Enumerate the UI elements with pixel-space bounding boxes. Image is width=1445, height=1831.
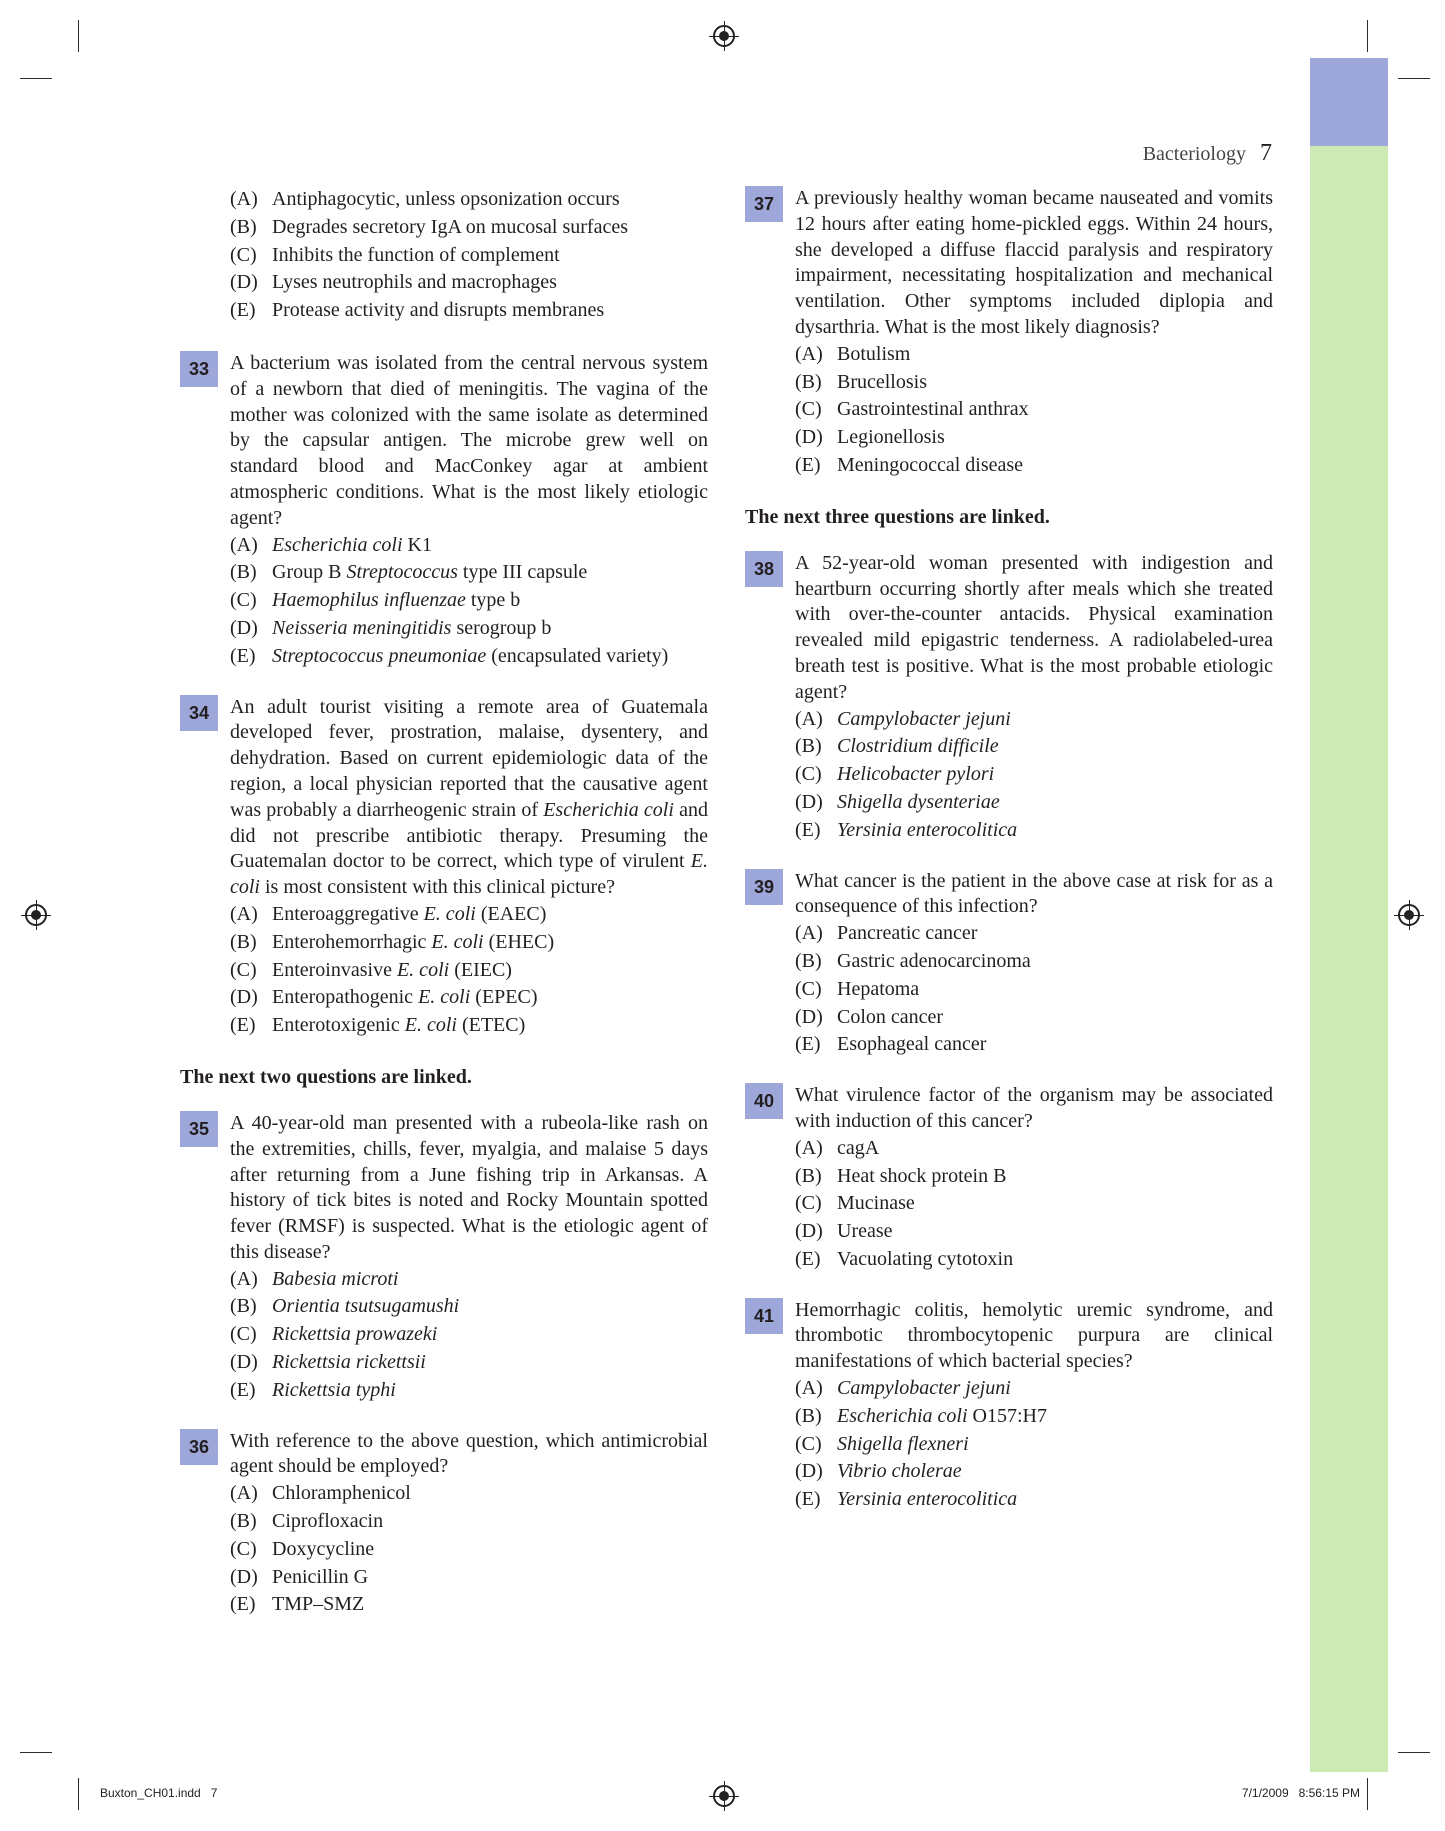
question-39 [745,869,1273,1060]
option-letter: (C) [795,398,822,421]
question-number-badge: 41 [745,1298,783,1334]
italic-text: Escherichia coli [272,533,403,556]
crop-mark [78,20,79,52]
option-text [837,1033,986,1055]
text-run: TMP–SMZ [272,1593,365,1616]
option-item [795,424,1273,452]
option-text [272,1014,525,1036]
text-run: Enteropathogenic [272,986,419,1009]
option-list [795,1135,1273,1274]
option-text [837,1488,1017,1510]
option-letter: (C) [230,958,257,981]
text-run: K1 [402,533,432,556]
option-text [272,271,557,293]
option-text [272,645,668,667]
italic-text: Rickettsia typhi [272,1378,396,1401]
option-letter: (D) [795,790,823,813]
crop-mark [78,1778,79,1810]
italic-text: Escherichia coli [543,798,674,821]
option-letter: (D) [230,1351,258,1374]
option-letter: (E) [230,1014,256,1037]
option-letter: (A) [795,707,823,730]
text-run: type b [465,589,521,612]
option-text [272,1482,411,1504]
option-letter: (A) [230,1482,258,1505]
text-run: Legionellosis [837,426,945,449]
option-letter: (B) [230,1510,257,1533]
thumb-tab-blue [1310,58,1388,146]
text-run: Inhibits the function of complement [272,243,560,266]
option-letter: (E) [230,1378,256,1401]
option-letter: (E) [230,644,256,667]
italic-text: Haemophilus influenzae [272,589,466,612]
option-text [837,1006,943,1028]
option-text [272,188,620,210]
option-letter: (B) [795,949,822,972]
page-number: 7 [1260,140,1272,166]
option-letter: (A) [795,1136,823,1159]
option-letter: (E) [795,1033,821,1056]
option-letter: (D) [795,1460,823,1483]
question-33 [180,351,708,671]
option-list [795,1375,1273,1514]
option-list [230,1266,708,1405]
option-text [837,1220,893,1242]
option-letter: (D) [230,271,258,294]
question-stem [795,1298,1273,1375]
italic-text: E. coli [418,986,471,1009]
running-head-title: Bacteriology [1142,143,1246,165]
option-item [230,615,708,643]
question-number-badge: 35 [180,1111,218,1147]
italic-text: Streptococcus [346,561,458,584]
thumb-tab-green [1310,58,1388,1772]
option-text [272,903,546,925]
italic-text: Yersinia enterocolitica [837,818,1018,841]
option-text [272,617,551,639]
option-list [795,706,1273,845]
option-text [272,299,604,321]
italic-text: E. coli [423,902,476,925]
option-letter: (E) [795,1488,821,1511]
italic-text: Neisseria meningitidis [272,616,452,639]
italic-text: Rickettsia rickettsii [272,1351,426,1374]
option-item [795,920,1273,948]
option-item [795,369,1273,397]
option-item [795,733,1273,761]
option-item [795,1458,1273,1486]
question-number-badge: 39 [745,869,783,905]
text-run: Heat shock protein B [837,1164,1007,1187]
option-letter: (B) [230,215,257,238]
option-list [795,341,1273,480]
question-number-badge: 33 [180,351,218,387]
italic-text: Campylobacter jejuni [837,1377,1011,1400]
italic-text: Orientia tsutsugamushi [272,1295,460,1318]
text-run: An adult tourist visiting a remote area of Guatemala developed fever, prostration, malaise, dysentery, and dehydration. Based on current epidemiologic data of the region, a local physician reported that the causative agent was probably a diarrheogenic strain of [230,695,708,821]
text-run: Hemorrhagic colitis, hemolytic uremic syndrome, and thrombotic thrombocytopenic purpura are clinical manifestations of which bacterial species? [795,1298,1273,1373]
option-item [230,1349,708,1377]
text-run: Degrades secretory IgA on mucosal surfaces [272,215,628,238]
text-run: Vacuolating cytotoxin [837,1247,1014,1270]
text-run: is most consistent with this clinical picture? [260,876,615,899]
text-run: What cancer is the patient in the above case at risk for as a consequence of this infection? [795,869,1273,918]
option-letter: (A) [795,342,823,365]
option-text [837,371,927,393]
option-item [795,1375,1273,1403]
option-text [837,1248,1013,1270]
option-item [230,1321,708,1349]
text-run: O157:H7 [967,1404,1047,1427]
crop-mark [1367,20,1368,52]
italic-text: Campylobacter jejuni [837,707,1011,730]
question-stem [795,186,1273,341]
option-text [837,1377,1011,1399]
option-text [272,1351,426,1373]
left-column [180,186,708,1643]
option-letter: (D) [795,1005,823,1028]
option-text [272,986,538,1008]
option-letter: (B) [795,1404,822,1427]
question-stem [795,869,1273,921]
option-item [795,1163,1273,1191]
option-letter: (C) [230,1323,257,1346]
option-item [230,297,708,325]
option-letter: (D) [795,426,823,449]
text-run: cagA [837,1136,880,1159]
option-item [230,1591,708,1619]
question-38 [745,551,1273,845]
option-letter: (A) [230,1267,258,1290]
question-number-badge: 34 [180,695,218,731]
continued-question [180,186,708,325]
crop-mark [20,1752,52,1753]
option-item [230,1293,708,1321]
text-run: Pancreatic cancer [837,922,978,945]
text-run: serogroup b [451,616,552,639]
text-run: Gastric adenocarcinoma [837,949,1031,972]
option-item [795,1403,1273,1431]
option-letter: (B) [230,1295,257,1318]
option-letter: (B) [230,561,257,584]
italic-text: Helicobacter pylori [837,763,995,786]
text-run: Brucellosis [837,370,927,393]
text-run: A bacterium was isolated from the central nervous system of a newborn that died of meningitis. The vagina of the mother was colonized with the same isolate as determined by the capsular antigen. The microbe grew well on standard blood and MacConkey agar at ambient atmospheric conditions. What is the most likely etiologic agent? [230,351,708,529]
option-item [795,706,1273,734]
option-text [837,735,999,757]
option-text [272,561,587,583]
question-41 [745,1298,1273,1514]
option-item [230,1480,708,1508]
text-run: Ciprofloxacin [272,1510,384,1533]
question-number-badge: 36 [180,1429,218,1465]
option-letter: (B) [230,930,257,953]
text-run: Penicillin G [272,1565,369,1588]
option-letter: (A) [230,902,258,925]
option-letter: (C) [795,1432,822,1455]
text-run: (EPEC) [470,986,538,1009]
option-text [272,1510,383,1532]
option-letter: (D) [230,1565,258,1588]
text-run: Antiphagocytic, unless opsonization occurs [272,188,620,210]
text-run: Enterotoxigenic [272,1014,405,1037]
text-run: Hepatoma [837,977,920,1000]
text-run: Enteroinvasive [272,958,397,981]
option-text [272,1566,368,1588]
question-stem [230,351,708,532]
option-text [272,244,560,266]
option-letter: (C) [795,1192,822,1215]
option-letter: (C) [230,589,257,612]
option-item [230,269,708,297]
registration-mark-icon [25,904,47,926]
italic-text: Rickettsia prowazeki [272,1323,438,1346]
option-text [272,1593,364,1615]
option-text [837,922,977,944]
option-list [795,920,1273,1059]
italic-text: Yersinia enterocolitica [837,1488,1018,1511]
option-letter: (A) [230,188,258,210]
option-item [795,1031,1273,1059]
option-item [230,186,708,214]
option-item [795,976,1273,1004]
option-item [795,1246,1273,1274]
option-item [795,1431,1273,1459]
italic-text: E. coli [431,930,484,953]
option-item [230,1536,708,1564]
option-item [795,1135,1273,1163]
option-letter: (D) [230,986,258,1009]
option-list [230,901,708,1040]
question-40 [745,1083,1273,1274]
option-item [230,532,708,560]
option-letter: (D) [795,1220,823,1243]
option-letter: (D) [230,616,258,639]
option-list [230,1480,708,1619]
timestamp-slug: 7/1/2009 8:56:15 PM [1241,1786,1360,1800]
option-text [837,978,919,1000]
option-letter: (C) [795,763,822,786]
italic-text: E. coli [404,1014,457,1037]
text-run: (EAEC) [475,902,547,925]
text-run: Colon cancer [837,1005,944,1028]
option-item [795,948,1273,976]
question-stem [230,1429,708,1481]
registration-mark-icon [713,1785,735,1807]
option-list [230,532,708,671]
italic-text: Shigella flexneri [837,1432,969,1455]
option-text [272,931,554,953]
option-letter: (E) [230,299,256,322]
option-item [230,901,708,929]
registration-mark-icon [1398,904,1420,926]
italic-text: E. coli [396,958,450,981]
option-text [837,1165,1006,1187]
option-letter: (E) [795,818,821,841]
running-head [1100,140,1272,167]
crop-mark [1398,78,1430,79]
option-letter: (A) [230,533,258,556]
text-run: (encapsulated variety) [486,644,669,667]
option-text [272,534,432,556]
option-item [230,984,708,1012]
option-item [230,1564,708,1592]
option-item [795,341,1273,369]
crop-mark [1398,1752,1430,1753]
option-letter: (E) [795,1247,821,1270]
italic-text: Vibrio cholerae [837,1460,962,1483]
option-text [272,1538,374,1560]
option-text [272,1323,437,1345]
crop-mark [1367,1778,1368,1810]
option-item [230,643,708,671]
option-list [230,186,708,325]
option-letter: (B) [795,1164,822,1187]
text-run: (ETEC) [456,1014,526,1037]
text-run: Chloramphenicol [272,1482,411,1505]
option-item [795,1190,1273,1218]
italic-text: E. coli [230,850,708,899]
question-36 [180,1429,708,1620]
question-number-badge: 38 [745,551,783,587]
option-letter: (A) [795,1377,823,1400]
text-run: With reference to the above question, which antimicrobial agent should be employed? [230,1429,708,1478]
italic-text: Clostridium difficile [837,735,999,758]
option-text [837,1405,1047,1427]
option-item [230,929,708,957]
question-35 [180,1111,708,1405]
option-text [272,1379,396,1401]
text-run: Meningococcal disease [837,453,1024,476]
text-run: type III capsule [457,561,588,584]
option-item [795,789,1273,817]
option-letter: (E) [795,453,821,476]
italic-text: Escherichia coli [837,1404,968,1427]
question-number-badge: 40 [745,1083,783,1119]
linked-questions-note: The next three questions are linked. [745,505,1050,528]
question-stem [795,551,1273,706]
text-run: Mucinase [837,1192,915,1215]
option-item [795,396,1273,424]
option-text [272,1268,398,1290]
option-text [837,1192,915,1214]
text-run: Urease [837,1220,893,1243]
option-item [230,1508,708,1536]
text-run: Protease activity and disrupts membranes [272,299,605,322]
option-item [795,452,1273,480]
option-item [795,817,1273,845]
question-number-badge: 37 [745,186,783,222]
italic-text: Babesia microti [272,1267,399,1290]
registration-mark-icon [713,25,735,47]
option-text [837,426,945,448]
question-stem [230,1111,708,1266]
text-run: Enterohemorrhagic [272,930,432,953]
option-item [230,1266,708,1294]
text-run: Enteroaggregative [272,902,424,925]
option-item [795,1004,1273,1032]
text-run: A 40-year-old man presented with a rubeola-like rash on the extremities, chills, fever, myalgia, and malaise 5 days after returning from a June fishing trip in Arkansas. A history of tick bites is noted and Rocky Mountain spotted fever (RMSF) is suspected. What is the etiologic agent of this disease? [230,1111,708,1263]
option-text [837,950,1031,972]
option-letter: (B) [795,370,822,393]
option-item [230,587,708,615]
option-letter: (C) [230,1537,257,1560]
option-text [837,343,910,365]
option-item [230,1377,708,1405]
text-run: A previously healthy woman became nauseated and vomits 12 hours after eating home-pickled eggs. Within 24 hours, she developed a diffuse flaccid paralysis and respiratory impairment, necessitating hospitalization and mechanical ventilation. Other symptoms included diplopia and dysarthria. What is the most likely diagnosis? [795,187,1273,338]
option-text [272,589,520,611]
text-run: Group B [272,561,347,584]
option-text [837,1460,962,1482]
right-column [745,186,1273,1538]
option-item [230,957,708,985]
option-text [837,791,1000,813]
option-item [230,242,708,270]
option-letter: (A) [795,922,823,945]
option-letter: (E) [230,1593,256,1616]
italic-text: Shigella dysenteriae [837,790,1000,813]
option-text [272,959,512,981]
text-run: Botulism [837,342,911,365]
option-text [837,819,1017,841]
option-text [837,454,1023,476]
file-slug: Buxton_CH01.indd 7 [100,1786,218,1800]
option-letter: (C) [795,977,822,1000]
text-run: and did not prescribe antibiotic therapy. Presuming the Guatemalan doctor to be correct, which type of virulent [230,798,708,873]
crop-mark [20,78,52,79]
option-text [837,763,994,785]
option-text [837,1137,879,1159]
option-item [230,214,708,242]
text-run: (EIEC) [449,958,512,981]
linked-questions-note: The next two questions are linked. [180,1065,472,1088]
option-item [795,1218,1273,1246]
option-letter: (B) [795,735,822,758]
question-stem [795,1083,1273,1135]
option-item [230,559,708,587]
text-run: What virulence factor of the organism may be associated with induction of this cancer? [795,1084,1273,1132]
text-run: Gastrointestinal anthrax [837,398,1029,421]
question-34 [180,695,708,1040]
question-37 [745,186,1273,480]
text-run: A 52-year-old woman presented with indigestion and heartburn occurring shortly after meals which she treated with over-the-counter antacids. Physical examination revealed mild epigastric tenderness. A radiolabeled-urea breath test is positive. What is the most probable etiologic agent? [795,551,1273,703]
option-text [837,708,1011,730]
option-text [272,216,628,238]
question-stem [230,695,708,901]
option-item [795,1486,1273,1514]
option-text [837,398,1029,420]
text-run: Lyses neutrophils and macrophages [272,271,557,294]
option-item [230,1012,708,1040]
option-text [837,1433,969,1455]
option-text [272,1295,459,1317]
option-letter: (C) [230,243,257,266]
option-item [795,761,1273,789]
text-run: (EHEC) [483,930,555,953]
text-run: Doxycycline [272,1537,375,1560]
text-run: Esophageal cancer [837,1033,987,1056]
italic-text: Streptococcus pneumoniae [272,644,487,667]
